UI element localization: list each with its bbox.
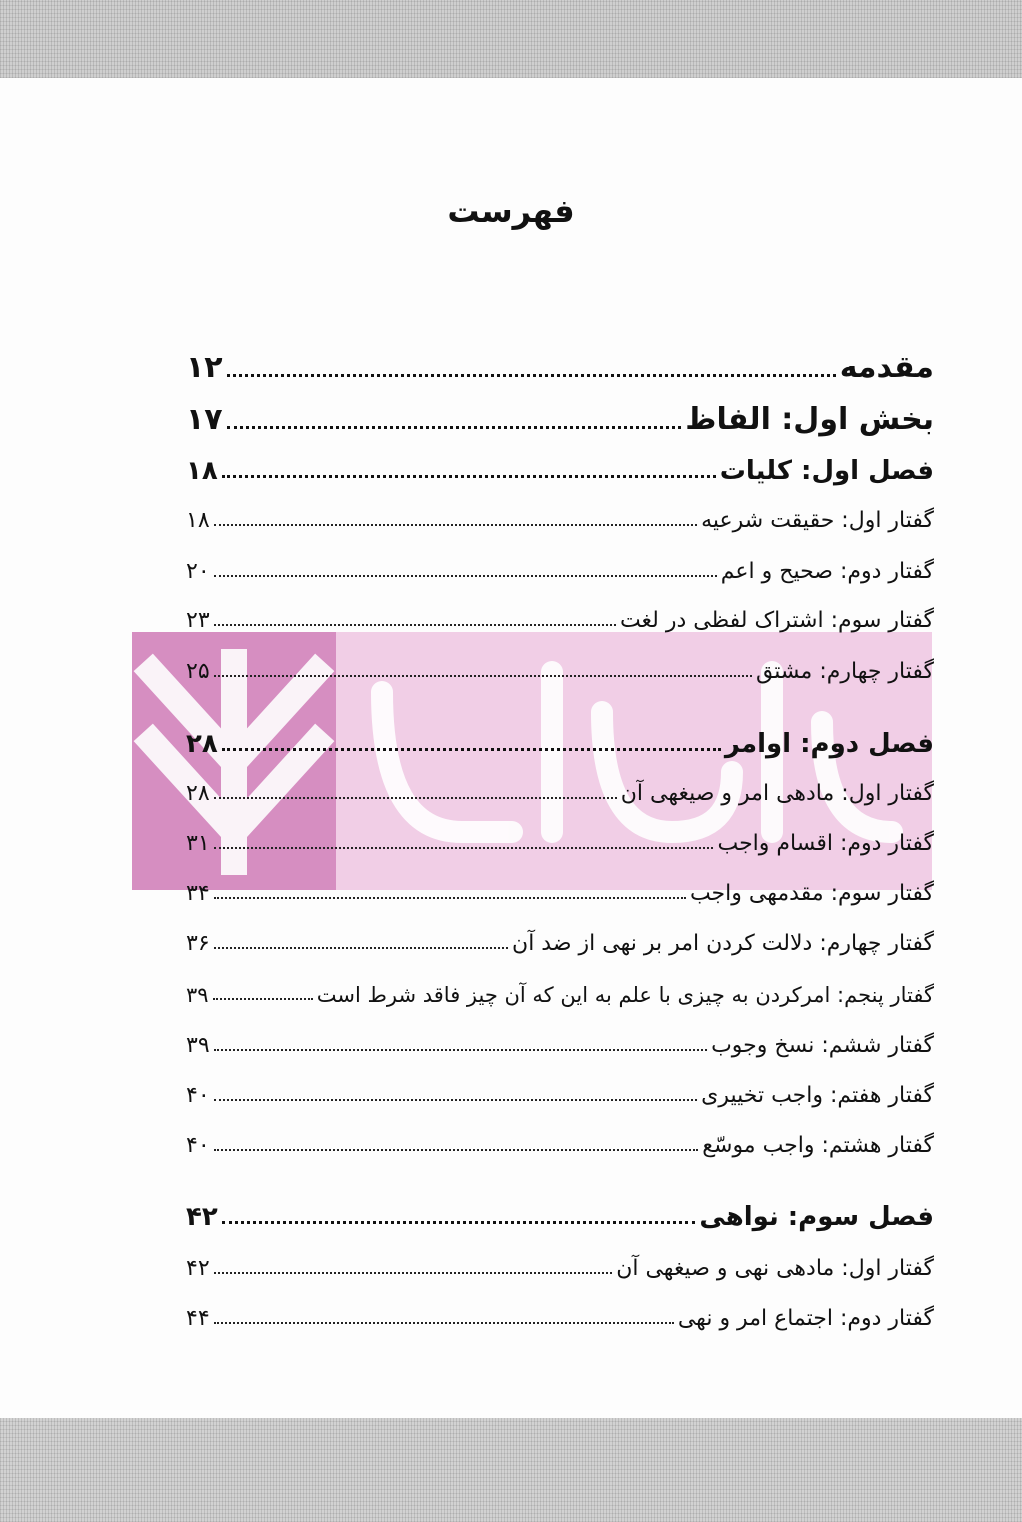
toc-entry-section [186, 781, 934, 806]
toc-entry-label: مقدمه [839, 350, 934, 385]
scan-noise-top [0, 0, 1022, 78]
toc-entry-chapter-three [186, 1202, 934, 1232]
toc-leader-dots [214, 1049, 707, 1051]
toc-entry-page: ۴۲ [186, 1256, 210, 1281]
toc-leader-dots [214, 624, 616, 626]
toc-entry-page: ۱۸ [186, 456, 218, 486]
toc-entry-label: فصل اول: کلیات [719, 456, 934, 486]
toc-leader-dots [214, 1149, 699, 1151]
toc-entry-section [186, 1256, 934, 1281]
toc-entry-page: ۱۷ [186, 402, 223, 437]
toc-leader-dots [214, 947, 508, 949]
toc-entry-section [186, 659, 934, 684]
toc-entry-label: گفتار سوم: اشتراک لفظی در لغت [619, 608, 934, 633]
toc-entry-page: ۴۰ [186, 1083, 210, 1108]
toc-entry-section [186, 1033, 934, 1058]
toc-leader-dots [222, 1221, 696, 1224]
toc-entry-page: ۲۰ [186, 559, 210, 584]
toc-entry-label: گفتار سوم: مقدمهی واجب [689, 881, 934, 906]
toc-entry-label: گفتار اول: مادهی امر و صیغهی آن [620, 781, 934, 806]
toc-entry-label: گفتار دوم: صحیح و اعم [720, 559, 934, 584]
toc-leader-dots [214, 1272, 613, 1274]
toc-entry-page: ۲۸ [186, 781, 210, 806]
toc-entry-page: ۲۸ [186, 729, 218, 759]
toc-entry-page: ۳۶ [186, 931, 210, 956]
toc-entry-page: ۳۹ [186, 983, 209, 1007]
toc-entry-label: فصل سوم: نواهی [699, 1202, 934, 1232]
toc-entry-page: ۱۲ [186, 350, 223, 385]
toc-entry-label: گفتار دوم: اجتماع امر و نهی [677, 1306, 934, 1331]
toc-entry-label: گفتار چهارم: دلالت کردن امر بر نهی از ضد آن [512, 931, 934, 956]
toc-entry-page: ۴۲ [186, 1202, 218, 1232]
toc-leader-dots [214, 675, 752, 677]
toc-entry-page: ۳۴ [186, 881, 210, 906]
toc-entry-section [186, 608, 934, 633]
toc-leader-dots [214, 524, 697, 526]
toc-entry-part-one [186, 402, 934, 437]
toc-entry-page: ۳۱ [186, 831, 210, 856]
toc-leader-dots [214, 575, 717, 577]
toc-entry-label: گفتار اول: مادهی نهی و صیغهی آن [616, 1256, 934, 1281]
toc-leader-dots [227, 374, 836, 377]
toc-entry-section [186, 831, 934, 856]
toc-entry-page: ۴۴ [186, 1306, 210, 1331]
toc-leader-dots [227, 426, 682, 429]
scan-noise-bottom [0, 1418, 1022, 1522]
toc-leader-dots [214, 797, 617, 799]
toc-entry-section [186, 1306, 934, 1331]
toc-entry-label: فصل دوم: اوامر [724, 729, 934, 759]
toc-entry-page: ۲۵ [186, 659, 210, 684]
toc-entry-page: ۱۸ [186, 508, 210, 533]
toc-entry-label: گفتار دوم: اقسام واجب [717, 831, 934, 856]
toc-entry-label: گفتار اول: حقیقت شرعیه [701, 508, 934, 533]
toc-entry-label: گفتار هفتم: واجب تخییری [701, 1083, 934, 1108]
toc-entry-section [186, 881, 934, 906]
toc-leader-dots [214, 847, 714, 849]
toc-leader-dots [213, 998, 313, 1000]
toc-entry-page: ۳۹ [186, 1033, 210, 1058]
toc-entry-section [186, 1083, 934, 1108]
toc-entry-label: گفتار چهارم: مشتق [755, 659, 934, 684]
toc-entry-chapter-one [186, 456, 934, 486]
toc-entry-page: ۲۳ [186, 608, 210, 633]
toc-entry-section [186, 559, 934, 584]
toc-entry-introduction [186, 350, 934, 385]
toc-leader-dots [222, 748, 721, 751]
toc-entry-page: ۴۰ [186, 1133, 210, 1158]
toc-entry-label: گفتار هشتم: واجب موسّع [702, 1133, 934, 1158]
toc-entry-label: گفتار پنجم: امرکردن به چیزی با علم به این که آن چیز فاقد شرط است [316, 983, 934, 1007]
toc-entry-label: بخش اول: الفاظ [685, 402, 934, 437]
toc-entry-section [186, 1133, 934, 1158]
toc-entry-label: گفتار ششم: نسخ وجوب [711, 1033, 934, 1058]
toc-entry-section [186, 983, 934, 1007]
toc-entry-section [186, 508, 934, 533]
page-title: فهرست [447, 192, 575, 230]
toc-leader-dots [214, 1099, 697, 1101]
toc-leader-dots [214, 897, 686, 899]
toc-leader-dots [214, 1322, 674, 1324]
toc-leader-dots [222, 475, 716, 478]
toc-entry-section [186, 931, 934, 956]
toc-entry-chapter-two [186, 729, 934, 759]
